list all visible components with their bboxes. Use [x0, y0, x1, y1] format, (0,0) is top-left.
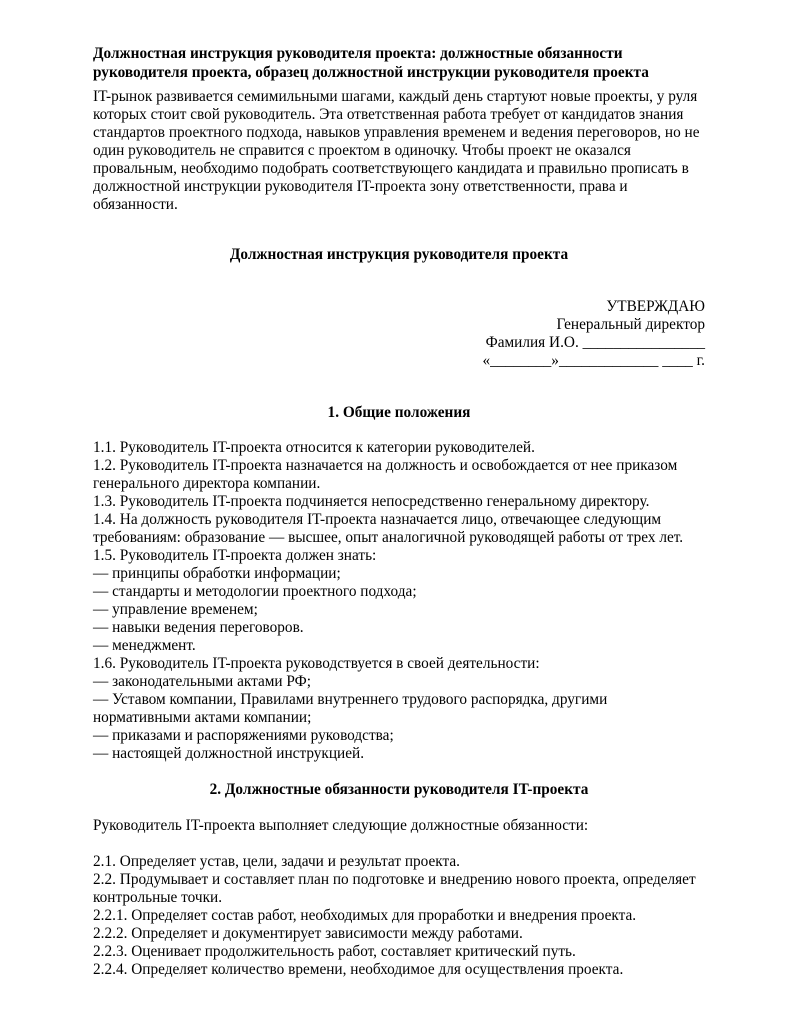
- approval-line: «________»_____________ ____ г.: [482, 352, 705, 369]
- section1-line: — законодательными актами РФ;: [93, 673, 312, 690]
- section2-line: 2.2.4. Определяет количество времени, необходимое для осуществления проекта.: [93, 961, 624, 978]
- section1-line: — Уставом компании, Правилами внутреннего трудового распорядка, другими нормативными актами компании;: [93, 691, 608, 726]
- section2-heading: 2. Должностные обязанности руководителя IT-проекта: [209, 781, 589, 798]
- section1-line: — приказами и распоряжениями руководства;: [93, 727, 394, 744]
- section1-line: 1.2. Руководитель IT-проекта назначается на должность и освобождается от нее приказом генерального директора компании.: [93, 457, 678, 492]
- section2-line: 2.2.1. Определяет состав работ, необходимых для проработки и внедрения проекта.: [93, 907, 637, 924]
- document-title: Должностная инструкция руководителя проекта: должностные обязанности руководителя проекта, образец должностной инструкции руководителя проекта: [93, 45, 649, 81]
- document-page: [93, 44, 705, 979]
- section1-line: — принципы обработки информации;: [93, 565, 341, 582]
- section1-line: — настоящей должностной инструкцией.: [93, 745, 365, 762]
- section2-lead: Руководитель IT-проекта выполняет следующие должностные обязанности:: [93, 817, 589, 834]
- section1-line: 1.6. Руководитель IT-проекта руководствуется в своей деятельности:: [93, 655, 540, 672]
- section1-line: — управление временем;: [93, 601, 258, 618]
- approval-line: Генеральный директор: [556, 316, 705, 333]
- section2-line: 2.2.3. Оценивает продолжительность работ, составляет критический путь.: [93, 943, 576, 960]
- section1-body: [93, 439, 705, 763]
- section1-line: — навыки ведения переговоров.: [93, 619, 304, 636]
- section2-line: 2.2. Продумывает и составляет план по подготовке и внедрению нового проекта, определяет контрольные точки.: [93, 871, 696, 906]
- section1-line: — стандарты и методологии проектного подхода;: [93, 583, 417, 600]
- approval-line: УТВЕРЖДАЮ: [606, 298, 705, 315]
- section1-line: 1.3. Руководитель IT-проекта подчиняется непосредственно генеральному директору.: [93, 493, 650, 510]
- intro-paragraph: IT-рынок развивается семимильными шагами, каждый день стартуют новые проекты, у руля которых стоит свой руководитель. Эта ответственная работа требует от кандидатов знания стандартов проектного подхода, навыков управления временем и ведения переговоров, но не один руководитель не справится с проектом в одиночку. Чтобы проект не оказался провальным, необходимо подобрать соответствующего кандидата и правильно прописать в должностной инструкции руководителя IT-проекта зону ответственности, права и обязанности.: [93, 88, 700, 213]
- section1-line: — менеджмент.: [93, 637, 196, 654]
- section1-line: 1.5. Руководитель IT-проекта должен знать:: [93, 547, 377, 564]
- section1-heading: 1. Общие положения: [327, 404, 471, 421]
- section2-body: [93, 853, 705, 979]
- approval-line: Фамилия И.О. ________________: [485, 334, 705, 351]
- main-heading: Должностная инструкция руководителя проекта: [229, 246, 569, 263]
- section1-line: 1.4. На должность руководителя IT-проекта назначается лицо, отвечающее следующим требованиям: образование — высшее, опыт аналогичной руководящей работы от трех лет.: [93, 511, 684, 546]
- section1-line: 1.1. Руководитель IT-проекта относится к категории руководителей.: [93, 439, 535, 456]
- section2-line: 2.2.2. Определяет и документирует зависимости между работами.: [93, 925, 523, 942]
- section2-line: 2.1. Определяет устав, цели, задачи и результат проекта.: [93, 853, 460, 870]
- approval-block: [93, 298, 705, 370]
